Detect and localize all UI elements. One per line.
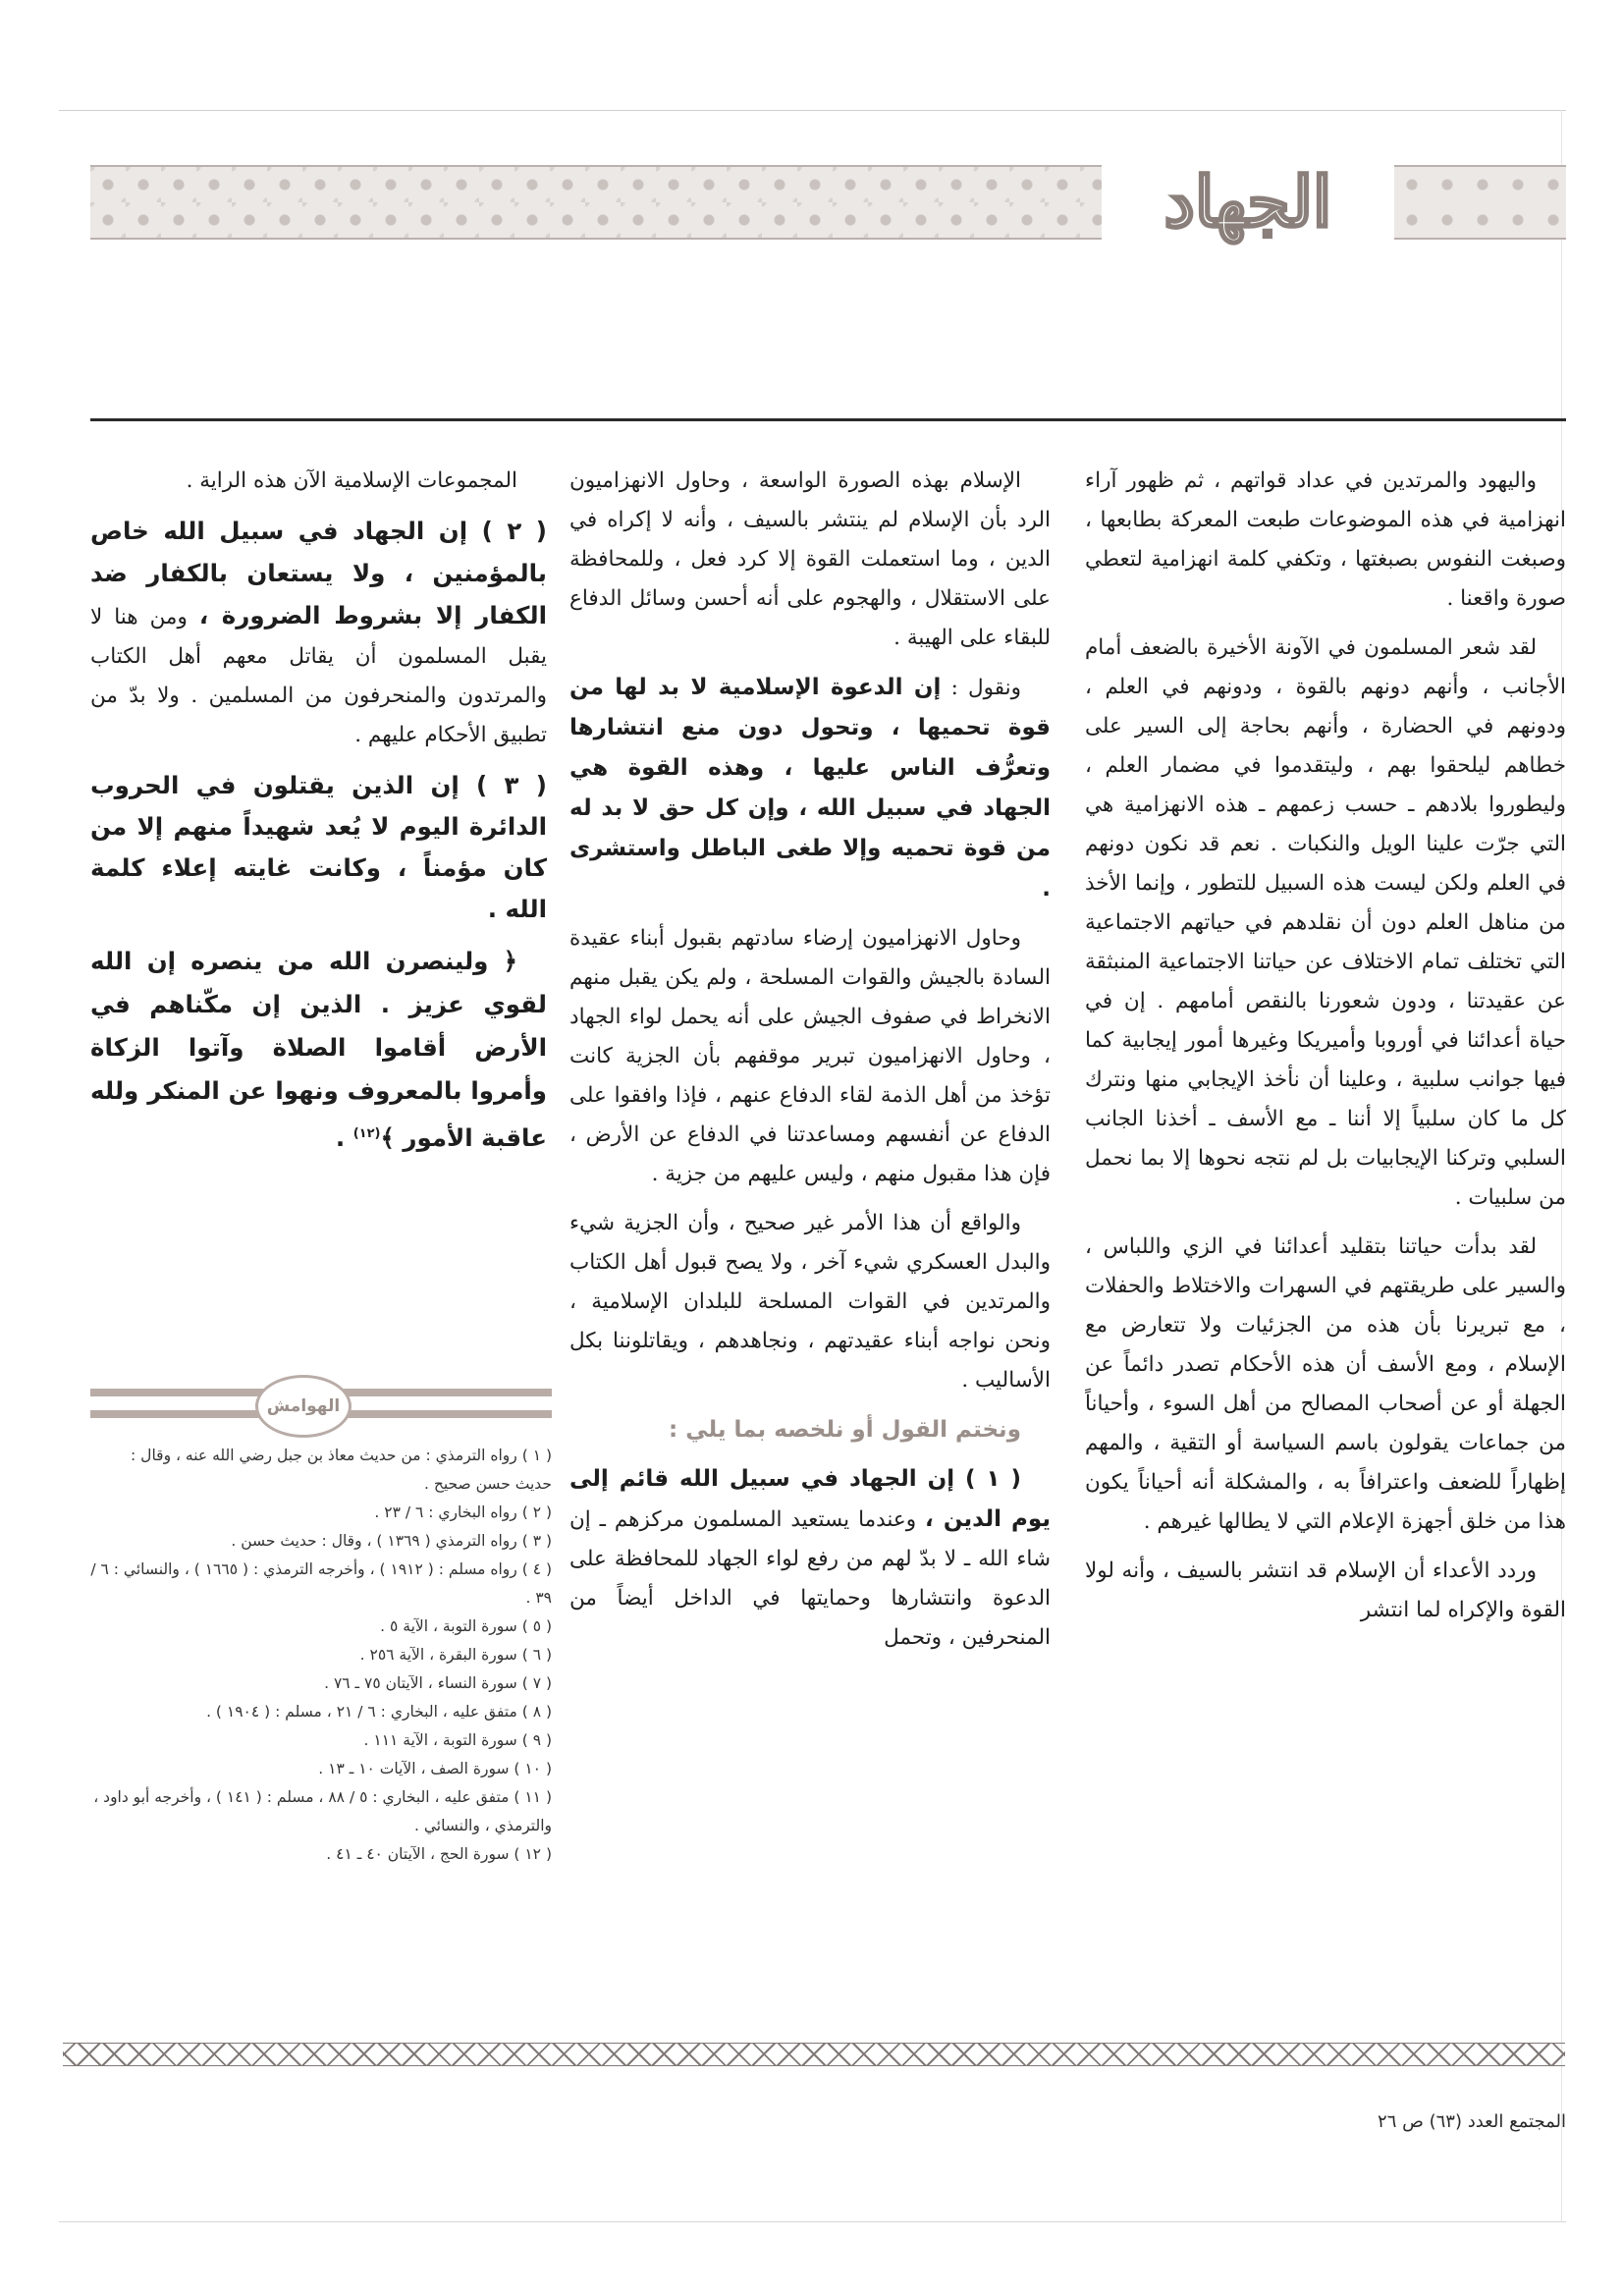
verse-text: ﴿ ولينصرن الله من ينصره إن الله لقوي عزيز . الذين إن مكّناهم في الأرض أقاموا الصلاة وآتوا الزكاة وأمروا بالمعروف ونهوا عن المنكر ولله عاقبة الأمور ﴾ (90, 947, 547, 1153)
point-3-statement: ( ٣ ) إن الذين يقتلون في الحروب الدائرة اليوم لا يُعد شهيداً منهم إلا من كان مؤمناً ، وكانت غايته إعلاء كلمة الله . (90, 771, 547, 923)
footnote-item: ( ١٢ ) سورة الحج ، الآيتان ٤٠ ـ ٤١ . (326, 1845, 552, 1863)
article-column-3 (90, 462, 547, 1345)
paragraph: والواقع أن هذا الأمر غير صحيح ، وأن الجزية شيء والبدل العسكري شيء آخر ، ولا يصح قبول أهل الكتاب والمرتدين في القوات المسلحة للبلدان الإسلامية ، ونحن نواجه أبناء عقيدتهم ، ونجاهدهم ، ويقاتلوننا بكل الأساليب . (569, 1211, 1051, 1393)
bottom-ornament-border (63, 2043, 1565, 2066)
section-title-logo: الجهاد (1163, 160, 1332, 243)
paragraph (569, 668, 1051, 909)
point-1-statement: ( ١ ) إن الجهاد في سبيل الله قائم إلى يوم الدين ، (569, 1466, 1051, 1532)
footnote-item: ( ٨ ) متفق عليه ، البخاري : ٦ / ٢١ ، مسلم : ( ١٩٠٤ ) . (206, 1703, 552, 1721)
header-ornament-band (90, 165, 1102, 240)
footnotes-badge: الهوامش (255, 1375, 352, 1438)
quran-verse: ﴿ ولينصرن الله من ينصره إن الله لقوي عزيز . الذين إن مكّناهم في الأرض أقاموا الصلاة وآتوا الزكاة وأمروا بالمعروف ونهوا عن المنكر ولله عاقبة الأمور ﴾$^{(١٢)}$ . (90, 947, 547, 1153)
summary-heading: ونختم القول أو نلخصه بما يلي : (668, 1417, 1021, 1443)
paragraph: الإسلام بهذه الصورة الواسعة ، وحاول الانهزاميون الرد بأن الإسلام لم ينتشر بالسيف ، وأنه لا إكراه في الدين ، وما استعملت القوة إلا كرد فعل ، وللمحافظة على الاستقلال ، والهجوم على أنه أحسن وسائل الدفاع للبقاء على الهيبة . (569, 468, 1051, 650)
footnote-item: ( ١١ ) متفق عليه ، البخاري : ٥ / ٨٨ ، مسلم : ( ١٤١ ) ، وأخرجه أبو داود ، والترمذي ، والنسائي . (93, 1788, 552, 1834)
footnote-item: ( ٧ ) سورة النساء ، الآيتان ٧٥ ـ ٧٦ . (324, 1674, 552, 1692)
footnote-item: ( ٩ ) سورة التوبة ، الآية ١١١ . (363, 1731, 552, 1749)
page-footer: المجتمع العدد (٦٣) ص ٢٦ (1378, 2111, 1566, 2132)
point-2-statement: ( ٢ ) إن الجهاد في سبيل الله خاص بالمؤمنين ، ولا يستعان بالكفار ضد الكفار إلا بشروط الضرورة ، (90, 517, 547, 629)
article-column-2 (569, 462, 1051, 2033)
footnote-item: ( ١٠ ) سورة الصف ، الآيات ١٠ ـ ١٣ . (318, 1760, 552, 1777)
bottom-rule (59, 2221, 1566, 2222)
footnote-item: ( ٣ ) رواه الترمذي ( ١٣٦٩ ) ، وقال : حديث حسن . (231, 1532, 552, 1550)
footnotes-list (90, 1442, 552, 1869)
paragraph: لقد شعر المسلمون في الآونة الأخيرة بالضعف أمام الأجانب ، وأنهم دونهم بالقوة ، ودونهم في العلم ، ودونهم في الحضارة ، وأنهم بحاجة إلى السير على خطاهم ليلحقوا بهم ، وليتقدموا في مضمار العلم ، وليطوروا بلادهم ـ حسب زعمهم ـ هذه الانهزامية هي التي جرّت علينا الويل والنكبات . نعم قد نكون دونهم في العلم ولكن ليست هذه السبيل للتطور ، وإنما الأخذ من مناهل العلم دون أن نقلدهم في حياتهم الاجتماعية التي تختلف تمام الاختلاف عن حياتنا الاجتماعية المنبثقة عن عقيدتنا ، ودون شعورنا بالنقص أمامهم . إن في حياة أعدائنا في أوروبا وأميريكا وغيرها أمور إيجابية كما فيها جوانب سلبية ، وعلينا أن نأخذ الإيجابي منها ونترك كل ما كان سلبياً إلا أننا ـ مع الأسف ـ أخذنا الجانب السلبي وتركنا الإيجابيات بل لم نتجه نحوها إلا بما نحمل من سلبيات . (1085, 635, 1566, 1210)
top-rule (59, 110, 1566, 111)
paragraph: وردد الأعداء أن الإسلام قد انتشر بالسيف ، وأنه لولا القوة والإكراه لما انتشر (1085, 1558, 1566, 1622)
paragraph: لقد بدأت حياتنا بتقليد أعدائنا في الزي واللباس ، والسير على طريقتهم في السهرات والاختلاط والحفلات ، مع تبريرنا بأن هذه من الجزئيات ولا تتعارض مع الإسلام ، ومع الأسف أن هذه الأحكام تصدر دائماً عن الجهلة أو عن أصحاب المصالح من أهل السوء ، وأحياناً من جماعات يقولون باسم السياسة أو التقية ، والمهم إظهاراً للضعف واعترافاً به ، والمشكلة أنه أحياناً يكون هذا من خلق أجهزة الإعلام التي لا يطالها غيرهم . (1085, 1234, 1566, 1534)
paragraph (90, 511, 547, 755)
footnotes-header (90, 1375, 552, 1432)
point-1-text: وعندما يستعيد المسلمون مركزهم ـ إن شاء الله ـ لا بدّ لهم من رفع لواء الجهاد للمحافظة على الدعوة وانتشارها وحمايتها في الداخل أيضاً من المنحرفين ، وتحمل (569, 1507, 1051, 1650)
emphasis-statement: إن الدعوة الإسلامية لا بد لها من قوة تحميها ، وتحول دون منع انتشارها وتعرُّف الناس عليها ، وهذه القوة هي الجهاد في سبيل الله ، وإن كل حق لا بد له من قوة تحميه وإلا طغى الباطل واستشرى . (569, 675, 1051, 902)
paragraph (569, 1459, 1051, 1658)
verse-footnote-ref: (١٢) (352, 1126, 381, 1141)
paragraph: واليهود والمرتدين في عداد قواتهم ، ثم ظهور آراء انهزامية في هذه الموضوعات طبعت المعركة بطابعها ، وصبغت النفوس بصبغتها ، وتكفي كلمة انهزامية لتعطي صورة واقعنا . (1085, 468, 1566, 611)
header-divider (90, 418, 1566, 421)
paragraph: وحاول الانهزاميون إرضاء سادتهم بقبول أبناء عقيدة السادة بالجيش والقوات المسلحة ، ولم يكن يقبل منهم الانخراط في صفوف الجيش على أنه يحمل لواء الجهاد ، وحاول الانهزاميون تبرير موقفهم بأن الجزية كانت تؤخذ من أهل الذمة لقاء الدفاع عنهم ، فإذا وافقوا على الدفاع عن أنفسهم ومساعدتنا في الدفاع عن الأرض ، فإن هذا مقبول منهم ، وليس عليهم من جزية . (569, 926, 1051, 1186)
footnote-item: ( ٢ ) رواه البخاري : ٦ / ٢٣ . (374, 1503, 552, 1521)
footnote-item: ( ٦ ) سورة البقرة ، الآية ٢٥٦ . (359, 1646, 552, 1664)
header-ornament-band-right (1394, 165, 1566, 240)
point-2-text: ومن هنا لا يقبل المسلمون أن يقاتل معهم أهل الكتاب والمرتدون والمنحرفون من المسلمين . ولا بدّ من تطبيق الأحكام عليهم . (90, 605, 547, 747)
footnote-item: ( ٥ ) سورة التوبة ، الآية ٥ . (380, 1617, 552, 1635)
footnote-item: ( ١ ) رواه الترمذي : من حديث معاذ بن جبل رضي الله عنه ، وقال : حديث حسن صحيح . (131, 1447, 552, 1493)
footnote-item: ( ٤ ) رواه مسلم : ( ١٩١٢ ) ، وأخرجه الترمذي : ( ١٦٦٥ ) ، والنسائي : ٦ / ٣٩ . (90, 1560, 552, 1607)
paragraph: المجموعات الإسلامية الآن هذه الراية . (186, 468, 517, 493)
article-column-1 (1085, 462, 1566, 2033)
lead-in: ونقول : (950, 676, 1021, 700)
